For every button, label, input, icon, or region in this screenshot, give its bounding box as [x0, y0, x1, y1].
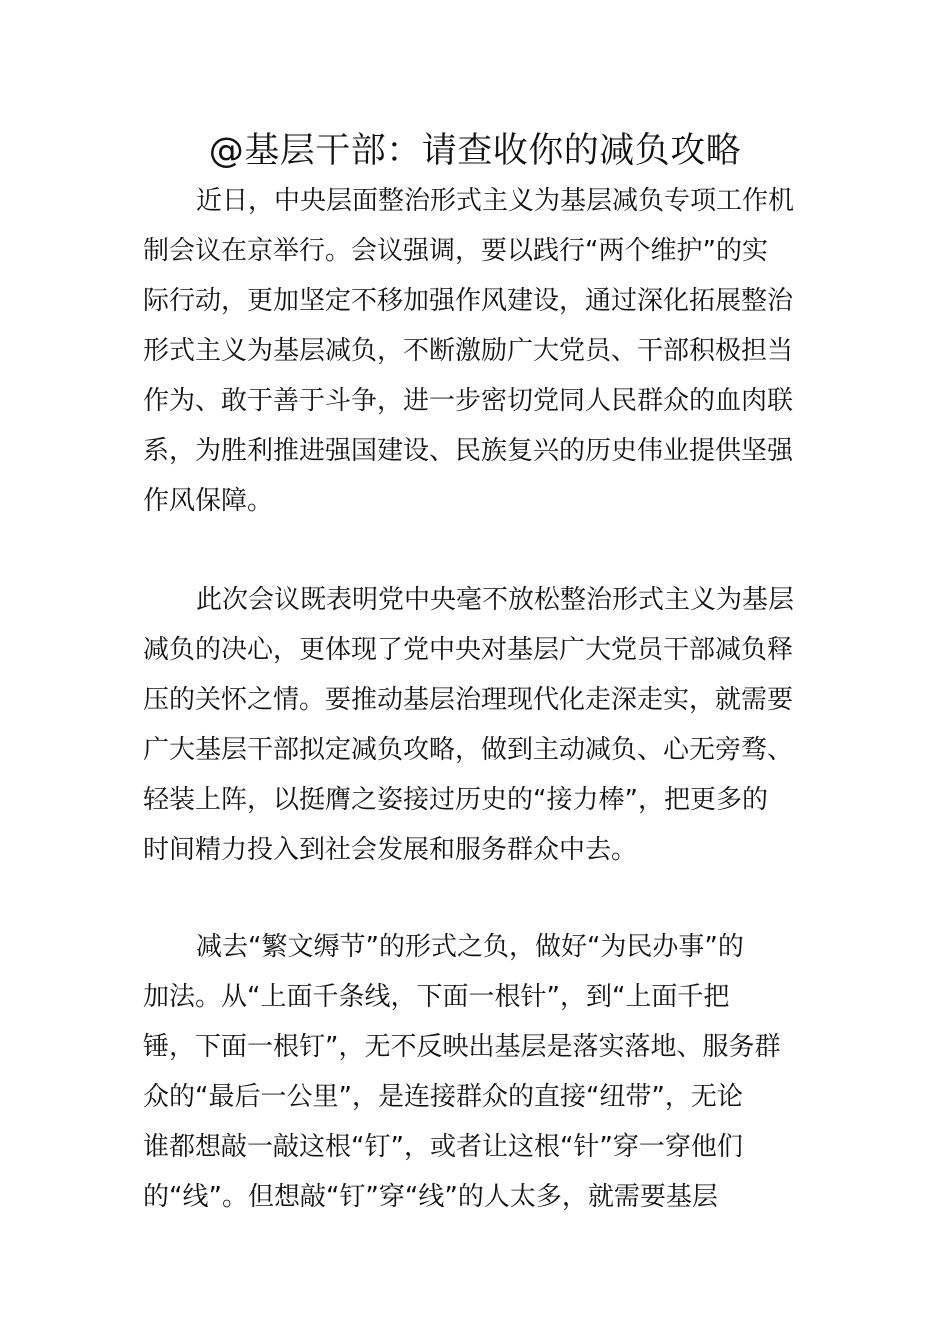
paragraph-line: 制会议在京举行。会议强调，要以践行“两个维护”的实	[143, 236, 768, 266]
document-title: @基层干部：请查收你的减负攻略	[208, 131, 742, 171]
paragraph-line: 时间精力投入到社会发展和服务群众中去。	[143, 835, 638, 865]
paragraph-line: 加法。从“上面千条线，下面一根针”，到“上面千把	[143, 982, 730, 1012]
paragraph-line: 作风保障。	[143, 486, 274, 516]
paragraph-line: 的“线”。但想敲“钉”穿“线”的人太多，就需要基层	[143, 1182, 718, 1212]
paragraph-line: 压的关怀之情。要推动基层治理现代化走深走实，就需要	[143, 685, 794, 715]
paragraph-line: 广大基层干部拟定减负攻略，做到主动减负、心无旁骛、	[143, 735, 794, 765]
paragraph-line: 形式主义为基层减负，不断激励广大党员、干部积极担当	[143, 336, 794, 366]
paragraph-line: 减去“繁文缛节”的形式之负，做好“为民办事”的	[196, 932, 744, 962]
paragraph-line: 锤，下面一根钉”，无不反映出基层是落实落地、服务群	[143, 1032, 781, 1062]
paragraph-line: 众的“最后一公里”，是连接群众的直接“纽带”，无论	[143, 1082, 743, 1112]
paragraph-line: 系，为胜利推进强国建设、民族复兴的历史伟业提供坚强	[143, 436, 794, 466]
paragraph-line: 际行动，更加坚定不移加强作风建设，通过深化拓展整治	[143, 286, 794, 316]
paragraph-line: 近日，中央层面整治形式主义为基层减负专项工作机	[196, 186, 795, 216]
paragraph-2	[143, 575, 807, 875]
paragraph-line: 谁都想敲一敲这根“钉”，或者让这根“针”穿一穿他们	[143, 1132, 743, 1162]
paragraph-1	[143, 176, 807, 526]
paragraph-3	[143, 922, 807, 1222]
paragraph-line: 减负的决心，更体现了党中央对基层广大党员干部减负释	[143, 635, 794, 665]
paragraph-line: 此次会议既表明党中央毫不放松整治形式主义为基层	[196, 585, 795, 615]
paragraph-line: 作为、敢于善于斗争，进一步密切党同人民群众的血肉联	[143, 386, 794, 416]
paragraph-line: 轻装上阵，以挺膺之姿接过历史的“接力棒”，把更多的	[143, 785, 768, 815]
